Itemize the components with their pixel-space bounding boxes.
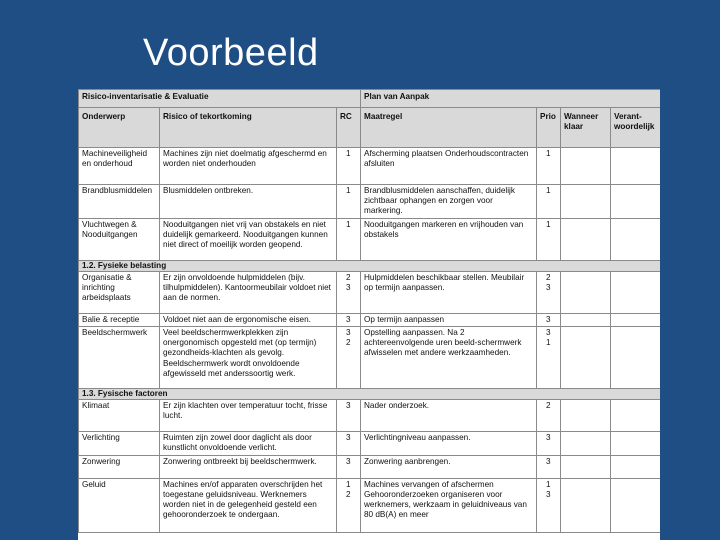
table-row — [79, 478, 661, 532]
table-row — [79, 271, 661, 313]
slide-title: Voorbeeld — [143, 32, 319, 74]
cell-maatregel: Nader onderzoek. — [361, 400, 537, 432]
cell-verantwoordelijk — [611, 478, 661, 532]
cell-onderwerp: Brandblusmiddelen — [79, 185, 160, 219]
section-row — [79, 260, 661, 271]
table-row — [79, 327, 661, 389]
table-row — [79, 432, 661, 455]
cell-maatregel: Op termijn aanpassen — [361, 313, 537, 326]
section-label: 1.3. Fysische factoren — [79, 389, 661, 400]
cell-rc: 1 2 — [337, 478, 361, 532]
cell-maatregel: Machines vervangen of afschermen Gehooronderzoeken organiseren voor werknemers, werkzaam in geluidniveaus van 80 dB(A) en meer — [361, 478, 537, 532]
cell-risico: Er zijn klachten over temperatuur tocht, frisse lucht. — [160, 400, 337, 432]
cell-maatregel: Hulpmiddelen beschikbaar stellen. Meubilair op termijn aanpassen. — [361, 271, 537, 313]
cell-maatregel: Zonwering aanbrengen. — [361, 455, 537, 478]
action-plan-title: Plan van Aanpak — [361, 90, 661, 108]
section-row — [79, 389, 661, 400]
cell-prio: 2 3 — [537, 271, 561, 313]
cell-risico: Ruimten zijn zowel door daglicht als door kunstlicht onvoldoende verlicht. — [160, 432, 337, 455]
cell-rc: 1 — [337, 185, 361, 219]
cell-prio: 3 — [537, 313, 561, 326]
cell-prio: 1 — [537, 185, 561, 219]
cell-prio: 3 — [537, 432, 561, 455]
col-header-wanneer: Wanneer klaar — [561, 108, 611, 148]
table-row — [79, 185, 661, 219]
cell-wanneer — [561, 400, 611, 432]
cell-onderwerp: Machineveiligheid en onderhoud — [79, 148, 160, 185]
cell-risico: Nooduitgangen niet vrij van obstakels en niet duidelijk gemarkeerd. Nooduitgangen kunnen niet direct of moeilijk worden geopend. — [160, 218, 337, 260]
cell-verantwoordelijk — [611, 148, 661, 185]
cell-verantwoordelijk — [611, 313, 661, 326]
cell-prio: 1 — [537, 148, 561, 185]
risk-action-table — [78, 89, 660, 533]
cell-risico: Machines en/of apparaten overschrijden het toegestane geluidsniveau. Werknemers worden niet in de gelegenheid gesteld een gehooronderzoek te ondergaan. — [160, 478, 337, 532]
cell-maatregel: Afscherming plaatsen Onderhoudscontracten afsluiten — [361, 148, 537, 185]
cell-verantwoordelijk — [611, 400, 661, 432]
cell-onderwerp: Vluchtwegen & Nooduitgangen — [79, 218, 160, 260]
cell-prio: 1 3 — [537, 478, 561, 532]
col-header-onderwerp: Onderwerp — [79, 108, 160, 148]
cell-onderwerp: Beeldschermwerk — [79, 327, 160, 389]
cell-onderwerp: Zonwering — [79, 455, 160, 478]
cell-onderwerp: Organisatie & inrichting arbeidsplaats — [79, 271, 160, 313]
col-header-risico: Risico of tekortkoming — [160, 108, 337, 148]
cell-rc: 3 — [337, 313, 361, 326]
cell-risico: Er zijn onvoldoende hulpmiddelen (bijv. tilhulpmiddelen). Kantoormeubilair voldoet niet aan de normen. — [160, 271, 337, 313]
col-header-maatregel: Maatregel — [361, 108, 537, 148]
cell-maatregel: Opstelling aanpassen. Na 2 achtereenvolgende uren beeld-schermwerk afwisselen met andere werkzaamheden. — [361, 327, 537, 389]
cell-rc: 3 2 — [337, 327, 361, 389]
cell-wanneer — [561, 432, 611, 455]
cell-risico: Blusmiddelen ontbreken. — [160, 185, 337, 219]
cell-risico: Machines zijn niet doelmatig afgeschermd en worden niet onderhouden — [160, 148, 337, 185]
cell-rc: 3 — [337, 455, 361, 478]
cell-verantwoordelijk — [611, 432, 661, 455]
cell-wanneer — [561, 271, 611, 313]
cell-onderwerp: Klimaat — [79, 400, 160, 432]
cell-risico: Veel beeldschermwerkplekken zijn onergonomisch opgesteld met (op termijn) gezondheids-klachten als gevolg. Beeldschermwerk wordt onvoldoende afgewisseld met anderssoortig werk. — [160, 327, 337, 389]
cell-maatregel: Verlichtingniveau aanpassen. — [361, 432, 537, 455]
cell-prio: 3 — [537, 455, 561, 478]
table-row — [79, 148, 661, 185]
col-header-verantwoordelijk: Verant-woordelijk — [611, 108, 661, 148]
cell-rc: 1 — [337, 148, 361, 185]
cell-rc: 2 3 — [337, 271, 361, 313]
cell-onderwerp: Geluid — [79, 478, 160, 532]
cell-wanneer — [561, 313, 611, 326]
cell-prio: 2 — [537, 400, 561, 432]
cell-maatregel: Brandblusmiddelen aanschaffen, duidelijk zichtbaar ophangen en zorgen voor markering. — [361, 185, 537, 219]
cell-wanneer — [561, 478, 611, 532]
cell-maatregel: Nooduitgangen markeren en vrijhouden van obstakels — [361, 218, 537, 260]
col-header-prio: Prio — [537, 108, 561, 148]
table-row — [79, 400, 661, 432]
cell-verantwoordelijk — [611, 218, 661, 260]
cell-prio: 1 — [537, 218, 561, 260]
cell-verantwoordelijk — [611, 185, 661, 219]
table-row — [79, 455, 661, 478]
cell-verantwoordelijk — [611, 327, 661, 389]
cell-wanneer — [561, 148, 611, 185]
risk-inventory-title: Risico-inventarisatie & Evaluatie — [79, 90, 361, 108]
cell-onderwerp: Verlichting — [79, 432, 160, 455]
cell-wanneer — [561, 185, 611, 219]
cell-risico: Voldoet niet aan de ergonomische eisen. — [160, 313, 337, 326]
cell-prio: 3 1 — [537, 327, 561, 389]
cell-rc: 3 — [337, 432, 361, 455]
table-row — [79, 218, 661, 260]
cell-onderwerp: Balie & receptie — [79, 313, 160, 326]
cell-verantwoordelijk — [611, 271, 661, 313]
cell-risico: Zonwering ontbreekt bij beeldschermwerk. — [160, 455, 337, 478]
cell-rc: 1 — [337, 218, 361, 260]
table-row — [79, 313, 661, 326]
cell-wanneer — [561, 327, 611, 389]
cell-wanneer — [561, 218, 611, 260]
cell-rc: 3 — [337, 400, 361, 432]
risk-table-image — [78, 89, 660, 540]
cell-verantwoordelijk — [611, 455, 661, 478]
section-label: 1.2. Fysieke belasting — [79, 260, 661, 271]
cell-wanneer — [561, 455, 611, 478]
col-header-rc: RC — [337, 108, 361, 148]
